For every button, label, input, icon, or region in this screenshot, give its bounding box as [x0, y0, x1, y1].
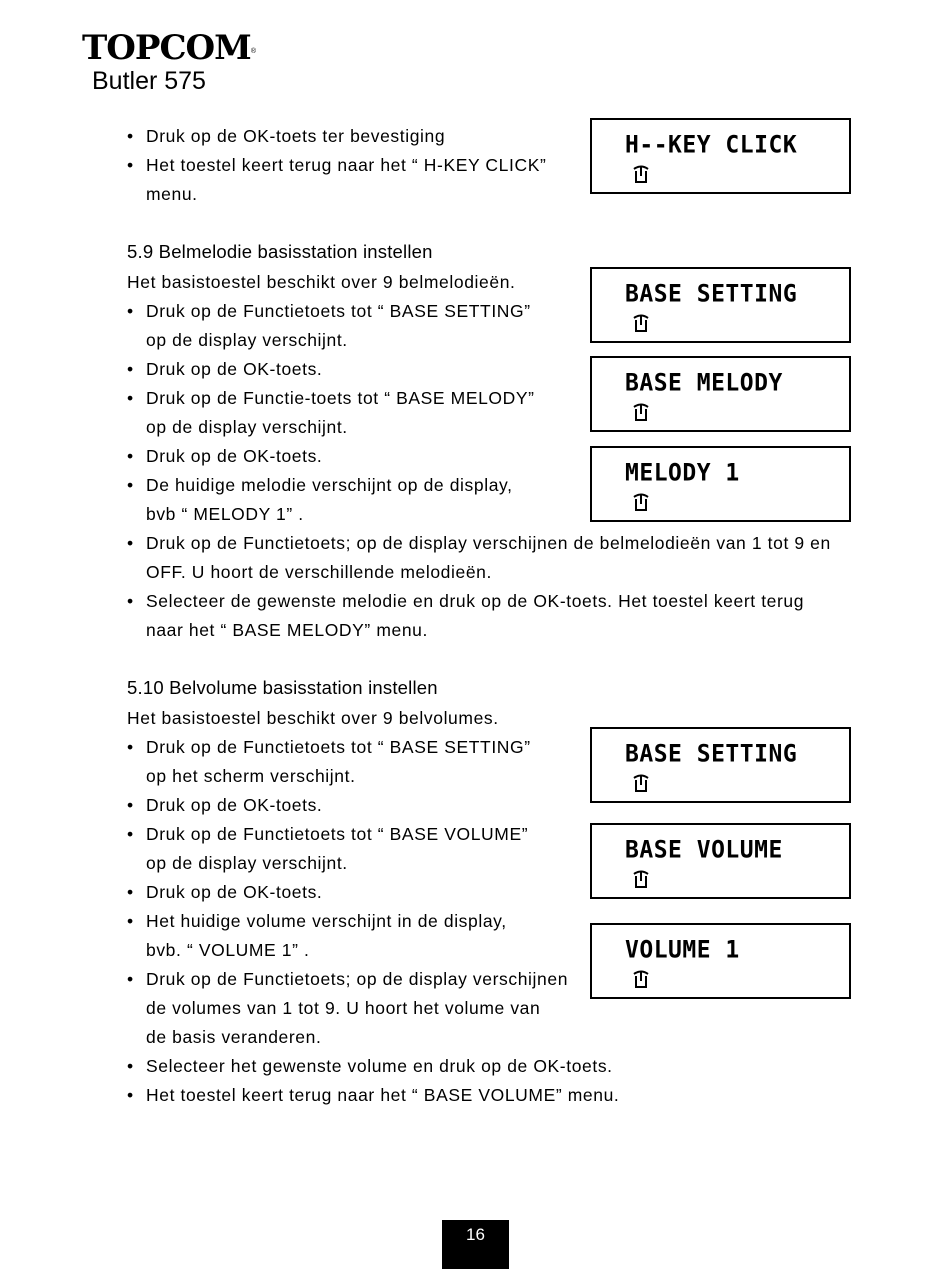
instruction-line: bvb “ MELODY 1” .: [146, 504, 304, 524]
lcd-text: VOLUME 1: [625, 936, 740, 964]
instruction-line: • Druk op de Functietoets tot “ BASE SETTING”: [146, 301, 531, 321]
lcd-display: [590, 923, 851, 999]
instruction-line: • Selecteer de gewenste melodie en druk op de OK-toets. Het toestel keert terug: [146, 591, 804, 611]
instruction-line: bvb. “ VOLUME 1” .: [146, 940, 310, 960]
instruction-line: • De huidige melodie verschijnt op de display,: [146, 475, 513, 495]
instruction-line: • Druk op de Functietoets; op de display verschijnen: [146, 969, 568, 989]
instruction-line: • Selecteer het gewenste volume en druk op de OK-toets.: [146, 1056, 613, 1076]
page-number: 16: [442, 1220, 509, 1269]
lcd-display: [590, 356, 851, 432]
model-name: Butler 575: [92, 67, 206, 95]
handset-icon: [632, 969, 650, 989]
lcd-display: [590, 118, 851, 194]
lcd-text: BASE SETTING: [625, 740, 798, 768]
lcd-text: H--KEY CLICK: [625, 131, 798, 159]
lcd-text: MELODY 1: [625, 459, 740, 487]
lcd-text: BASE VOLUME: [625, 836, 783, 864]
lcd-text: BASE MELODY: [625, 369, 783, 397]
instruction-line: • Het toestel keert terug naar het “ H-KEY CLICK”: [146, 155, 546, 175]
instruction-line: • Druk op de Functie-toets tot “ BASE MELODY”: [146, 388, 535, 408]
paragraph-line: Het basistoestel beschikt over 9 belvolumes.: [127, 708, 499, 728]
instruction-line: • Druk op de Functietoets tot “ BASE VOLUME”: [146, 824, 528, 844]
paragraph-line: Het basistoestel beschikt over 9 belmelodieën.: [127, 272, 516, 292]
handset-icon: [632, 164, 650, 184]
instruction-line: • Druk op de OK-toets.: [146, 882, 322, 902]
instruction-line: op de display verschijnt.: [146, 853, 348, 873]
lcd-display: [590, 267, 851, 343]
handset-icon: [632, 773, 650, 793]
handset-icon: [632, 492, 650, 512]
instruction-line: • Druk op de OK-toets.: [146, 359, 322, 379]
brand-logo-text: TOPCOM: [82, 28, 251, 68]
instruction-line: OFF. U hoort de verschillende melodieën.: [146, 562, 492, 582]
handset-icon: [632, 313, 650, 333]
section-heading: 5.10 Belvolume basisstation instellen: [127, 677, 438, 698]
instruction-line: • Druk op de Functietoets tot “ BASE SETTING”: [146, 737, 531, 757]
lcd-display: [590, 727, 851, 803]
instruction-line: op het scherm verschijnt.: [146, 766, 356, 786]
instruction-line: • Druk op de OK-toets.: [146, 446, 322, 466]
instruction-line: naar het “ BASE MELODY” menu.: [146, 620, 428, 640]
instruction-line: • Druk op de Functietoets; op de display verschijnen de belmelodieën van 1 tot 9 en: [146, 533, 831, 553]
lcd-display: [590, 823, 851, 899]
instruction-line: • Druk op de OK-toets.: [146, 795, 322, 815]
instruction-line: de basis veranderen.: [146, 1027, 322, 1047]
section-heading: 5.9 Belmelodie basisstation instellen: [127, 241, 433, 262]
instruction-line: • Het huidige volume verschijnt in de display,: [146, 911, 507, 931]
brand-logo: [82, 28, 255, 68]
handset-icon: [632, 402, 650, 422]
lcd-display: [590, 446, 851, 522]
instruction-line: op de display verschijnt.: [146, 417, 348, 437]
instruction-line: op de display verschijnt.: [146, 330, 348, 350]
instruction-line: menu.: [146, 184, 198, 204]
instruction-line: • Het toestel keert terug naar het “ BASE VOLUME” menu.: [146, 1085, 619, 1105]
handset-icon: [632, 869, 650, 889]
instruction-line: de volumes van 1 tot 9. U hoort het volume van: [146, 998, 541, 1018]
registered-mark: ®: [250, 48, 255, 55]
instruction-line: • Druk op de OK-toets ter bevestiging: [146, 126, 445, 146]
lcd-text: BASE SETTING: [625, 280, 798, 308]
